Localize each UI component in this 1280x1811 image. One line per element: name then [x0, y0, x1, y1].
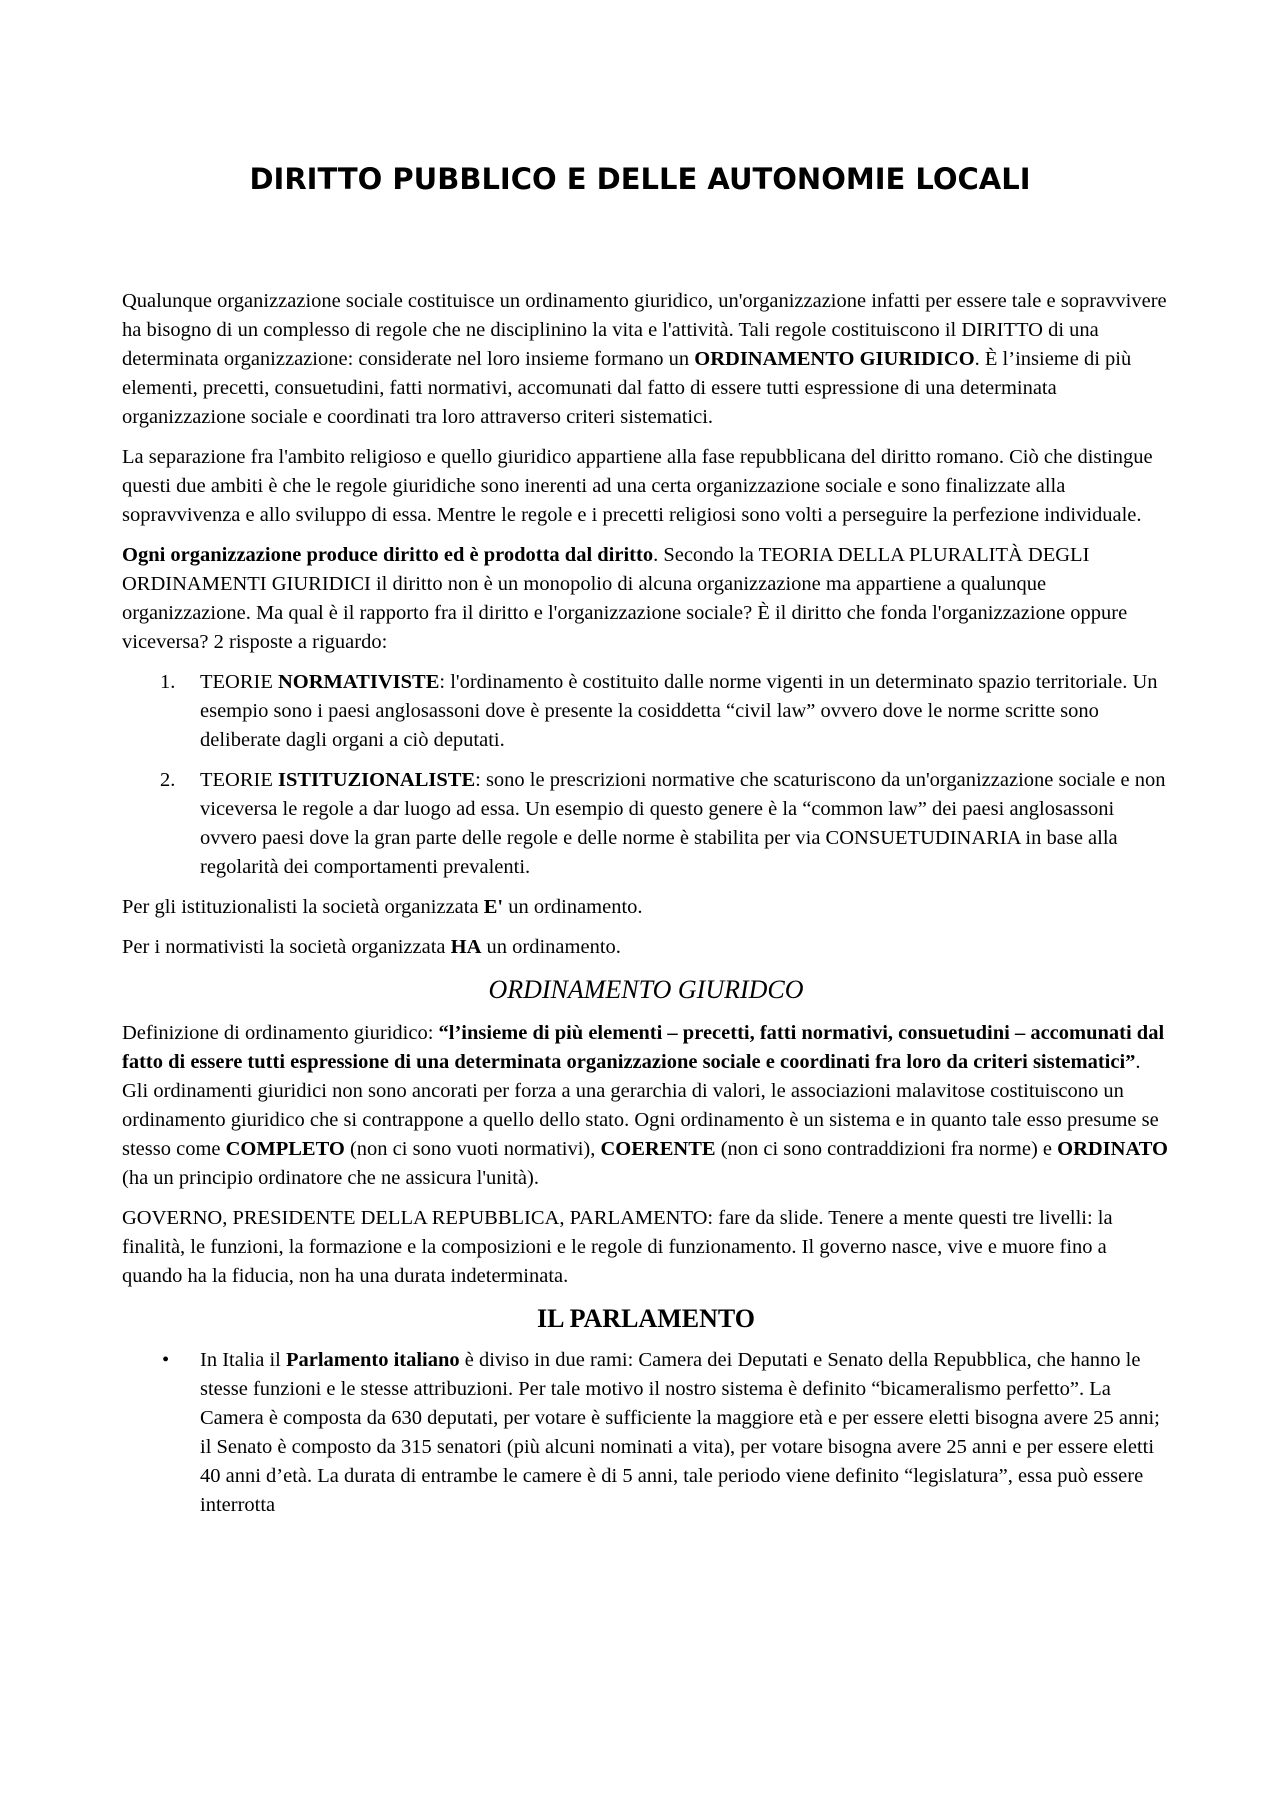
bold-run: ORDINAMENTO GIURIDICO [694, 348, 975, 370]
text-run: (non ci sono contraddizioni fra norme) e [715, 1138, 1058, 1160]
text-run: In Italia il [200, 1349, 286, 1371]
text-run: Per i normativisti la società organizzata [122, 936, 451, 958]
text-run: : l'ordinamento è costituito dalle norme vigenti in un determinato spazio territoriale. Un esempio sono i paesi anglosassoni dove è presente la cosiddetta “civil law” ovvero dove le norme scritte sono deliberate dagli organi a ciò deputati. [200, 671, 1158, 751]
text-run: . Secondo la TEORIA DELLA PLURALITÀ DEGLI ORDINAMENTI GIURIDICI il diritto non è un monopolio di alcuna organizzazione ma appartiene a qualunque organizzazione. Ma qual è il rapporto fra il diritto e l'organizzazione sociale? È il diritto che fonda l'organizzazione oppure viceversa? 2 risposte a riguardo: [122, 544, 1128, 653]
bold-run: ORDINATO [1057, 1138, 1168, 1160]
bold-run: Ogni organizzazione produce diritto ed è prodotta dal diritto [122, 544, 654, 566]
paragraph-definizione [122, 1019, 1170, 1193]
list-number: 1. [160, 671, 176, 693]
text-run: (non ci sono vuoti normativi), [344, 1138, 601, 1160]
text-run: (ha un principio ordinatore che ne assicura l'unità). [122, 1167, 539, 1189]
teorie-list [122, 668, 1170, 882]
paragraph-normativisti [122, 933, 1170, 962]
document-body [122, 287, 1170, 1520]
paragraph-separazione: La separazione fra l'ambito religioso e quello giuridico appartiene alla fase repubblicana del diritto romano. Ciò che distingue questi due ambiti è che le regole giuridiche sono inerenti ad una certa organizzazione sociale e sono finalizzate alla sopravvivenza e allo sviluppo di essa. Mentre le regole e i precetti religiosi sono volti a perseguire la perfezione individuale. [122, 446, 1153, 526]
bold-run: “l’insieme di più elementi – precetti, fatti normativi, consuetudini – accomunati dal fatto di essere tutti espressione di una determinata organizzazione sociale e coordinati fra loro da criteri sistematici” [122, 1022, 1165, 1073]
text-run: un ordinamento. [503, 896, 643, 918]
paragraph-istituzionalisti [122, 893, 1170, 922]
heading-ordinamento-giuridico: ORDINAMENTO GIURIDCO [488, 975, 804, 1004]
bold-run: ISTITUZIONALISTE [278, 769, 476, 791]
bullet-icon: • [162, 1349, 170, 1371]
text-run: è diviso in due rami: Camera dei Deputati e Senato della Repubblica, che hanno le stesse funzioni e le stesse attribuzioni. Per tale motivo il nostro sistema è definito “bicameralismo perfetto”. La Camera è composta da 630 deputati, per votare è sufficiente la maggiore età e per essere eletti bisogna avere 25 anni; il Senato è composto da 315 senatori (più alcuni nominati a vita), per votare bisogna avere 25 anni e per essere eletti 40 anni d’età. La durata di entrambe le camere è di 5 anni, tale periodo viene definito “legislatura”, essa può essere interrotta [200, 1349, 1160, 1516]
list-number: 2. [160, 769, 176, 791]
list-item-normativiste [122, 668, 1170, 755]
text-run: . Gli ordinamenti giuridici non sono ancorati per forza a una gerarchia di valori, le associazioni malavitose costituiscono un ordinamento giuridico che si contrappone a quello dello stato. Ogni ordinamento è un sistema e in quanto tale esso presume se stesso come [122, 1051, 1159, 1160]
text-run: un ordinamento. [481, 936, 621, 958]
bold-run: NORMATIVISTE [278, 671, 440, 693]
parlamento-list [122, 1346, 1170, 1520]
text-run: : sono le prescrizioni normative che scaturiscono da un'organizzazione sociale e non viceversa le regole a dar luogo ad essa. Un esempio di questo genere è la “common law” dei paesi anglosassoni ovvero paesi dove la gran parte delle regole e delle norme è stabilita per via CONSUETUDINARIA in base alla regolarità dei comportamenti prevalenti. [200, 769, 1166, 878]
paragraph-ordinamento-intro [122, 287, 1170, 432]
list-item-istituzionaliste [122, 766, 1170, 882]
text-run: . È l’insieme di più elementi, precetti, consuetudini, fatti normativi, accomunati dal fatto di essere tutti espressione di una determinata organizzazione sociale e coordinati tra loro attraverso criteri sistematici. [122, 348, 1132, 428]
list-item-parlamento [122, 1346, 1170, 1520]
bold-run: E' [483, 896, 504, 918]
text-run: Qualunque organizzazione sociale costituisce un ordinamento giuridico, un'organizzazione infatti per essere tale e sopravvivere ha bisogno di un complesso di regole che ne disciplinino la vita e l'attività. Tali regole costituiscono il DIRITTO di una determinata organizzazione: considerate nel loro insieme formano un [122, 290, 1167, 370]
paragraph-governo: GOVERNO, PRESIDENTE DELLA REPUBBLICA, PARLAMENTO: fare da slide. Tenere a mente questi tre livelli: la finalità, le funzioni, la formazione e la composizioni e le regole di funzionamento. Il governo nasce, vive e muore fino a quando ha la fiducia, non ha una durata indeterminata. [122, 1207, 1113, 1287]
heading-parlamento: IL PARLAMENTO [537, 1304, 755, 1333]
bold-run: COERENTE [600, 1138, 716, 1160]
text-run: Definizione di ordinamento giuridico: [122, 1022, 439, 1044]
bold-run: HA [450, 936, 482, 958]
paragraph-pluralita [122, 541, 1170, 657]
text-run: Per gli istituzionalisti la società organizzata [122, 896, 484, 918]
bold-run: Parlamento italiano [285, 1349, 460, 1371]
bold-run: COMPLETO [225, 1138, 345, 1160]
document-title: DIRITTO PUBBLICO E DELLE AUTONOMIE LOCALI [249, 162, 1031, 196]
text-run: TEORIE [200, 671, 278, 693]
text-run: TEORIE [200, 769, 278, 791]
